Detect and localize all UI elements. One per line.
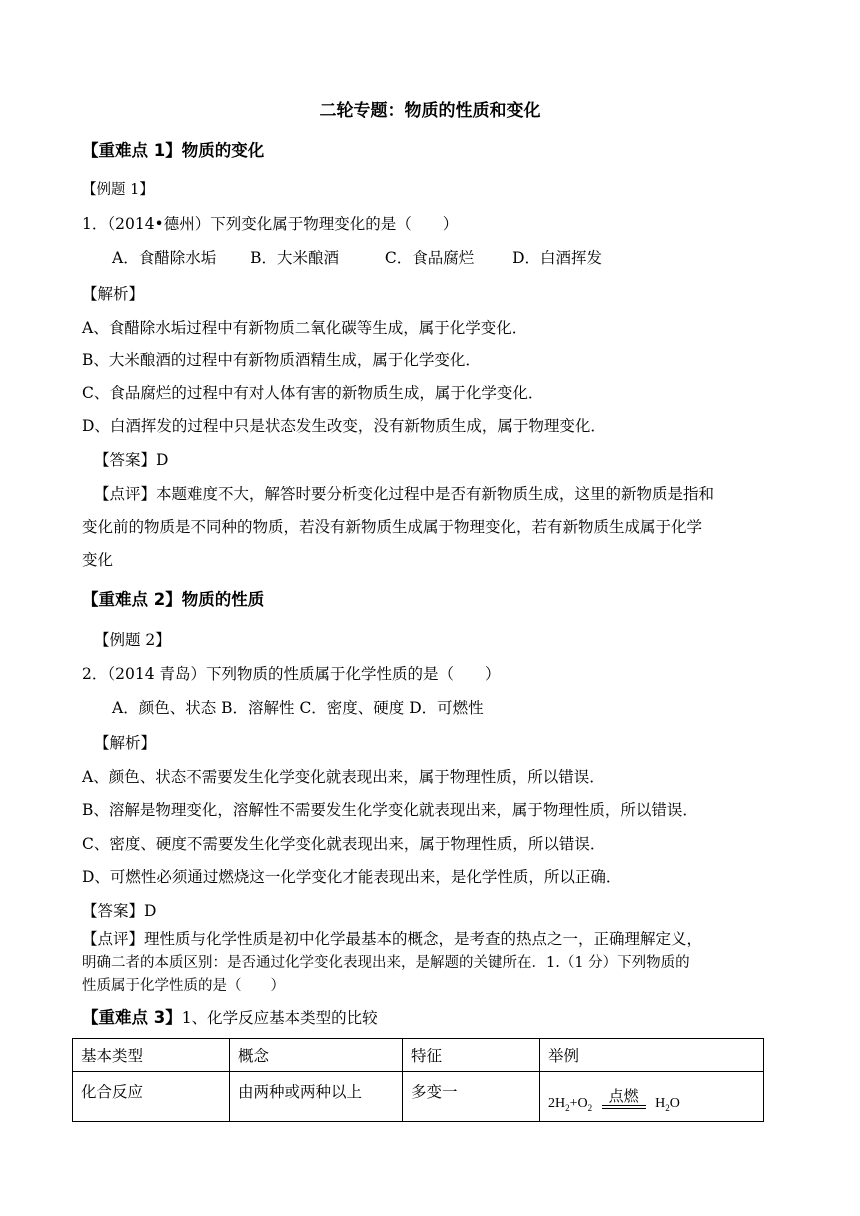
question-2-options: A．颜色、状态 B．溶解性 C．密度、硬度 D．可燃性: [112, 699, 484, 717]
chemical-equation: [548, 1087, 680, 1113]
section-3-heading-text: 1、化学反应基本类型的比较: [181, 1009, 378, 1027]
comment-2-line: 【点评】理性质与化学性质是初中化学最基本的概念，是考查的热点之一，正确理解定义，: [82, 930, 703, 948]
analysis-2-line: C、密度、硬度不需要发生化学变化就表现出来，属于物理性质，所以错误．: [82, 835, 606, 853]
table-cell-concept: 由两种或两种以上: [230, 1072, 403, 1122]
reaction-condition: 点燃: [608, 1087, 639, 1105]
table-header-cell: 基本类型: [73, 1039, 230, 1072]
comment-1-line: 变化前的物质是不同种的物质，若没有新物质生成属于物理变化，若有新物质生成属于化学: [82, 518, 703, 536]
example-2-label: 【例题 2】: [94, 631, 171, 649]
table-cell-type: 化合反应: [73, 1072, 230, 1122]
section-1-heading-bracket: 【重难点 1】: [82, 141, 182, 160]
comment-1-line: 【点评】本题难度不大，解答时要分析变化过程中是否有新物质生成，这里的新物质是指和: [94, 485, 715, 503]
analysis-1-line: C、食品腐烂的过程中有对人体有害的新物质生成，属于化学变化．: [82, 384, 544, 402]
section-3-heading: [82, 1008, 378, 1028]
answer-2: 【答案】D: [82, 902, 157, 920]
analysis-1-line: B、大米酿酒的过程中有新物质酒精生成，属于化学变化．: [82, 351, 481, 369]
analysis-1-label: 【解析】: [82, 285, 145, 303]
page-title: 二轮专题：物质的性质和变化: [319, 101, 541, 121]
section-3-heading-bracket: 【重难点 3】: [82, 1008, 182, 1027]
table-cell-example: [540, 1072, 764, 1122]
section-2-heading-text: 物质的性质: [181, 590, 265, 609]
comment-1-line: 变化: [82, 551, 114, 569]
question-2: 2．（2014 青岛）下列物质的性质属于化学性质的是（ ）: [82, 665, 501, 683]
option-d: D．白酒挥发: [512, 249, 603, 267]
equation-reactant-h: 2H: [548, 1096, 566, 1111]
equation-product-h: H: [655, 1096, 666, 1111]
equation-product-o: O: [669, 1096, 680, 1111]
table-cell-feature: 多变一: [403, 1072, 540, 1122]
table-header-row: [73, 1039, 764, 1072]
equation-subscript: 2: [665, 1102, 670, 1113]
reaction-type-table: [72, 1038, 764, 1122]
table-header-cell: 概念: [230, 1039, 403, 1072]
section-1-heading: [82, 141, 264, 161]
example-1-label: 【例题 1】: [82, 182, 154, 198]
analysis-2-line: D、可燃性必须通过燃烧这一化学变化才能表现出来，是化学性质，所以正确．: [82, 868, 622, 886]
comment-2-line: 性质属于化学性质的是（ ）: [82, 978, 285, 994]
equals-bar: [602, 1105, 646, 1109]
option-c: C．食品腐烂: [384, 249, 475, 267]
analysis-2-line: A、颜色、状态不需要发生化学变化就表现出来，属于物理性质，所以错误．: [82, 768, 605, 786]
analysis-1-line: A、食醋除水垢过程中有新物质二氧化碳等生成，属于化学变化．: [82, 319, 528, 337]
reaction-arrow: [602, 1088, 646, 1109]
section-2-heading-bracket: 【重难点 2】: [82, 590, 182, 609]
table-row: [73, 1072, 764, 1122]
equation-reactant-o: +O: [569, 1096, 588, 1111]
section-2-heading: [82, 590, 264, 610]
question-1: 1．（2014•德州）下列变化属于物理变化的是（ ）: [82, 215, 459, 233]
option-b: B．大米酿酒: [250, 249, 339, 267]
analysis-2-line: B、溶解是物理变化，溶解性不需要发生化学变化就表现出来，属于物理性质，所以错误．: [82, 801, 698, 819]
question-1-options: [112, 248, 602, 268]
equation-subscript: 2: [565, 1102, 570, 1113]
analysis-1-line: D、白酒挥发的过程中只是状态发生改变，没有新物质生成，属于物理变化．: [82, 417, 606, 435]
table-header-cell: 特征: [403, 1039, 540, 1072]
table-header-cell: 举例: [540, 1039, 764, 1072]
analysis-2-label: 【解析】: [94, 734, 157, 752]
option-a: A．食醋除水垢: [112, 249, 217, 267]
section-1-heading-text: 物质的变化: [181, 141, 265, 160]
equation-subscript: 2: [587, 1102, 593, 1113]
comment-2-line: 明确二者的本质区别：是否通过化学变化表现出来，是解题的关键所在．1.（1 分）下列物质的: [82, 955, 690, 971]
answer-1: 【答案】D: [94, 451, 169, 469]
